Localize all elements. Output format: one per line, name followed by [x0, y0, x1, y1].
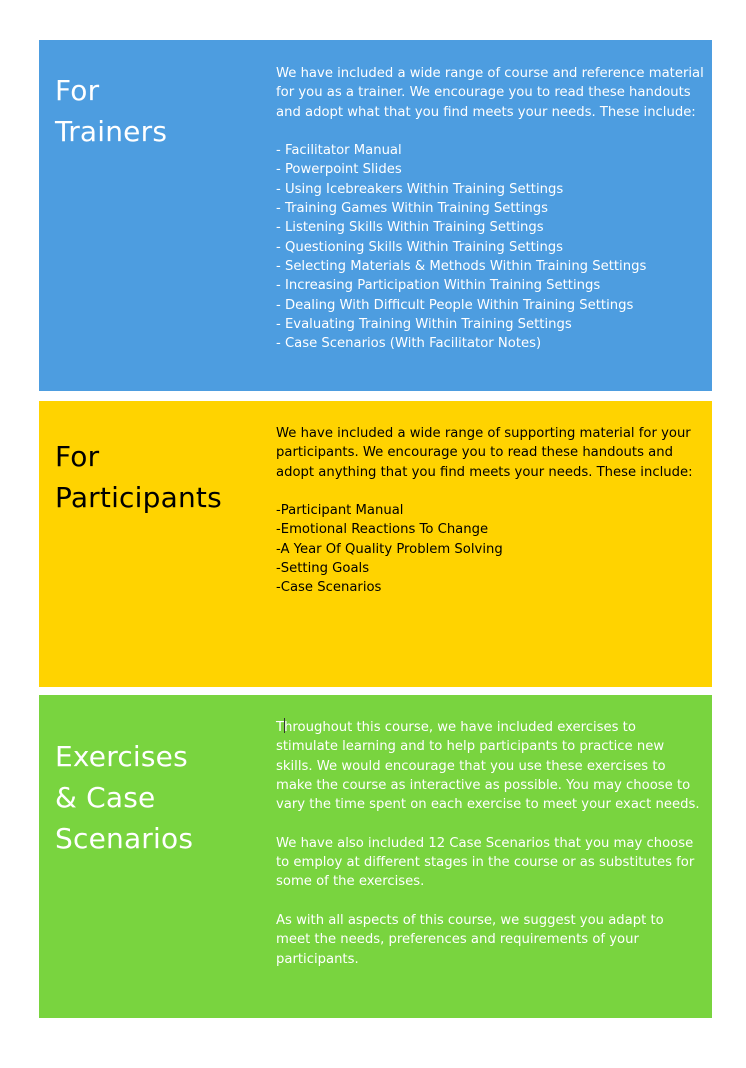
- trainers-body: [276, 64, 708, 353]
- heading-line: Trainers: [55, 115, 168, 148]
- list-item: -Setting Goals: [276, 561, 370, 577]
- paragraph-text: hroughout this course, we have included exercises to stimulate learning and to help participants to practice new skills. We would encourage that you use these exercises to make the course as interactive as possible. You may choose to vary the time spent on each exercise to meet your exact needs.: [276, 720, 700, 813]
- list-item: - Questioning Skills Within Training Settings: [276, 239, 564, 255]
- trainers-intro: We have included a wide range of course and reference material for you as a trainer. We encourage you to read these handouts and adopt what that you find meets your needs. These include:: [276, 66, 704, 120]
- spacer: [276, 814, 701, 833]
- spacer: [276, 122, 708, 141]
- list-item: - Using Icebreakers Within Training Settings: [276, 181, 564, 197]
- participants-heading: [55, 436, 222, 518]
- exercises-paragraph-3: As with all aspects of this course, we suggest you adapt to meet the needs, preferences and requirements of your participants.: [276, 912, 664, 967]
- exercises-panel: [39, 695, 712, 1018]
- heading-line: Participants: [55, 481, 222, 514]
- list-item: - Listening Skills Within Training Settings: [276, 220, 544, 236]
- list-item: - Evaluating Training Within Training Settings: [276, 316, 572, 332]
- participants-materials-list: [276, 501, 708, 597]
- list-item: - Training Games Within Training Settings: [276, 201, 548, 217]
- list-item: -A Year Of Quality Problem Solving: [276, 541, 503, 557]
- spacer: [276, 482, 708, 501]
- participants-panel: [39, 401, 712, 687]
- trainers-materials-list: [276, 141, 708, 353]
- heading-line: For: [55, 74, 100, 107]
- participants-body: [276, 424, 708, 598]
- list-item: -Case Scenarios: [276, 580, 382, 596]
- exercises-body[interactable]: [276, 718, 701, 969]
- spacer: [276, 892, 701, 911]
- list-item: - Facilitator Manual: [276, 143, 402, 159]
- heading-line: Scenarios: [55, 822, 194, 855]
- exercises-paragraph-1: [276, 718, 701, 814]
- list-item: - Powerpoint Slides: [276, 162, 402, 178]
- trainers-panel: [39, 40, 712, 391]
- first-letter: T: [276, 720, 285, 735]
- heading-line: & Case: [55, 781, 156, 814]
- list-item: - Increasing Participation Within Training Settings: [276, 278, 601, 294]
- heading-line: Exercises: [55, 740, 188, 773]
- participants-intro: We have included a wide range of supporting material for your participants. We encourage you to read these handouts and adopt anything that you find meets your needs. These include:: [276, 426, 693, 480]
- list-item: -Participant Manual: [276, 503, 404, 519]
- exercises-paragraph-2: We have also included 12 Case Scenarios that you may choose to employ at different stages in the course or as substitutes for some of the exercises.: [276, 835, 695, 890]
- list-item: - Dealing With Difficult People Within Training Settings: [276, 297, 634, 313]
- trainers-heading: [55, 70, 167, 152]
- heading-line: For: [55, 440, 100, 473]
- list-item: - Case Scenarios (With Facilitator Notes): [276, 336, 542, 352]
- exercises-heading: [55, 736, 193, 859]
- list-item: -Emotional Reactions To Change: [276, 522, 489, 538]
- list-item: - Selecting Materials & Methods Within Training Settings: [276, 258, 647, 274]
